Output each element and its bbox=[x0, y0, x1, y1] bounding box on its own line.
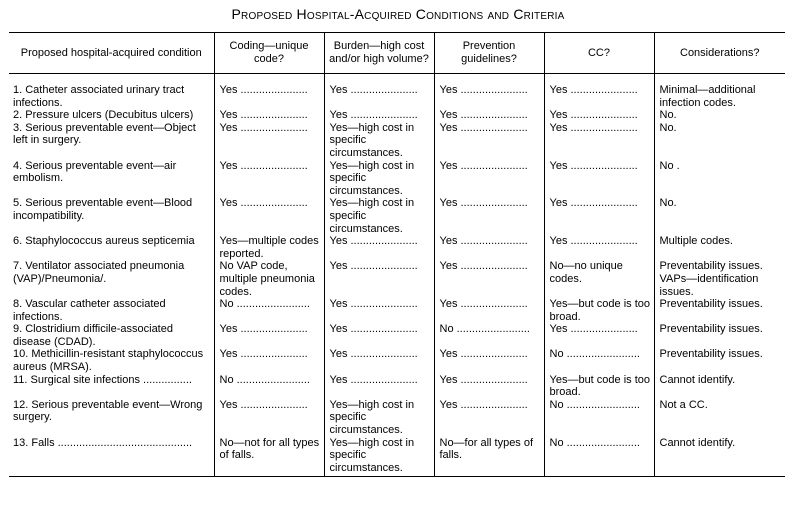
condition-cell: 9. Clostridium difficile-associated disease (CDAD). bbox=[13, 323, 173, 348]
burden-cell: Yes ...................... bbox=[324, 323, 434, 348]
column-header-burden: Burden—high cost and/or high volume? bbox=[324, 33, 434, 74]
prevention-cell: Yes ...................... bbox=[434, 197, 544, 235]
coding-cell: Yes ...................... bbox=[214, 399, 324, 437]
prevention-cell: Yes ...................... bbox=[434, 348, 544, 373]
cc-cell: Yes ...................... bbox=[544, 122, 654, 160]
condition-cell: 2. Pressure ulcers (Decubitus ulcers) bbox=[13, 109, 194, 122]
prevention-cell: Yes ...................... bbox=[434, 298, 544, 323]
condition-cell: 12. Serious preventable event—Wrong surgery. bbox=[13, 398, 203, 424]
table-row bbox=[9, 197, 785, 235]
cc-cell: Yes ...................... bbox=[544, 323, 654, 348]
coding-cell: No ........................ bbox=[214, 374, 324, 399]
burden-cell: Yes—high cost in specific circumstances. bbox=[324, 399, 434, 437]
prevention-cell: Yes ...................... bbox=[434, 374, 544, 399]
coding-cell: Yes ...................... bbox=[214, 160, 324, 198]
prevention-cell: Yes ...................... bbox=[434, 109, 544, 122]
condition-cell: 8. Vascular catheter associated infections. bbox=[13, 298, 166, 323]
table-row bbox=[9, 374, 785, 399]
column-header-cc: CC? bbox=[544, 33, 654, 74]
coding-cell: No VAP code, multiple pneumonia codes. bbox=[214, 260, 324, 298]
condition-cell: 11. Surgical site infections ................ bbox=[13, 373, 192, 386]
condition-cell: 10. Methicillin-resistant staphylococcus aureus (MRSA). bbox=[13, 348, 204, 374]
prevention-cell: No—for all types of falls. bbox=[434, 437, 544, 477]
burden-cell: Yes ...................... bbox=[324, 74, 434, 110]
prevention-cell: No ........................ bbox=[434, 323, 544, 348]
table-row bbox=[9, 348, 785, 373]
prevention-cell: Yes ...................... bbox=[434, 399, 544, 437]
considerations-cell: No. bbox=[654, 197, 785, 235]
table-row bbox=[9, 298, 785, 323]
considerations-cell: Preventability issues. VAPs—identification issues. bbox=[654, 260, 785, 298]
coding-cell: Yes ...................... bbox=[214, 74, 324, 110]
burden-cell: Yes ...................... bbox=[324, 260, 434, 298]
prevention-cell: Yes ...................... bbox=[434, 122, 544, 160]
header-row bbox=[9, 33, 785, 74]
cc-cell: Yes ...................... bbox=[544, 160, 654, 198]
table-row bbox=[9, 160, 785, 198]
table-body bbox=[9, 74, 785, 477]
considerations-cell: Multiple codes. bbox=[654, 235, 785, 260]
considerations-cell: Preventability issues. bbox=[654, 298, 785, 323]
burden-cell: Yes—high cost in specific circumstances. bbox=[324, 122, 434, 160]
column-header-prevention: Prevention guidelines? bbox=[434, 33, 544, 74]
considerations-cell: Cannot identify. bbox=[654, 437, 785, 477]
considerations-cell: No. bbox=[654, 122, 785, 160]
burden-cell: Yes ...................... bbox=[324, 109, 434, 122]
considerations-cell: Cannot identify. bbox=[654, 374, 785, 399]
burden-cell: Yes ...................... bbox=[324, 374, 434, 399]
burden-cell: Yes—high cost in specific circumstances. bbox=[324, 437, 434, 477]
table-row bbox=[9, 260, 785, 298]
condition-cell: 7. Ventilator associated pneumonia (VAP)/Pneumonia/. bbox=[13, 260, 185, 285]
considerations-cell: Minimal—additional infection codes. bbox=[654, 74, 785, 110]
coding-cell: Yes ...................... bbox=[214, 197, 324, 235]
criteria-table bbox=[9, 32, 785, 477]
considerations-cell: Preventability issues. bbox=[654, 348, 785, 373]
condition-cell: 13. Falls ............................................ bbox=[9, 437, 214, 477]
column-header-condition: Proposed hospital-acquired condition bbox=[9, 33, 214, 74]
burden-cell: Yes—high cost in specific circumstances. bbox=[324, 160, 434, 198]
cc-cell: Yes ...................... bbox=[544, 74, 654, 110]
column-header-considerations: Considerations? bbox=[654, 33, 785, 74]
burden-cell: Yes ...................... bbox=[324, 298, 434, 323]
condition-cell: 5. Serious preventable event—Blood incompatibility. bbox=[13, 197, 193, 222]
prevention-cell: Yes ...................... bbox=[434, 160, 544, 198]
cc-cell: Yes ...................... bbox=[544, 197, 654, 235]
column-header-coding: Coding—unique code? bbox=[214, 33, 324, 74]
condition-cell: 6. Staphylococcus aureus septicemia bbox=[13, 235, 195, 248]
considerations-cell: Preventability issues. bbox=[654, 323, 785, 348]
table-row bbox=[9, 74, 785, 110]
coding-cell: Yes ...................... bbox=[214, 122, 324, 160]
table-header bbox=[9, 33, 785, 74]
document-title-text: Proposed Hospital-Acquired Conditions and Criteria bbox=[231, 6, 565, 22]
table-row bbox=[9, 109, 785, 122]
condition-cell: 1. Catheter associated urinary tract infections. bbox=[13, 84, 185, 109]
cc-cell: No—no unique codes. bbox=[544, 260, 654, 298]
coding-cell: Yes—multiple codes reported. bbox=[214, 235, 324, 260]
cc-cell: Yes—but code is too broad. bbox=[544, 374, 654, 399]
considerations-cell: Not a CC. bbox=[654, 399, 785, 437]
burden-cell: Yes ...................... bbox=[324, 348, 434, 373]
coding-cell: Yes ...................... bbox=[214, 348, 324, 373]
cc-cell: Yes ...................... bbox=[544, 109, 654, 122]
coding-cell: Yes ...................... bbox=[214, 323, 324, 348]
condition-cell: 4. Serious preventable event—air embolism. bbox=[13, 159, 177, 185]
coding-cell: No ........................ bbox=[214, 298, 324, 323]
burden-cell: Yes ...................... bbox=[324, 235, 434, 260]
considerations-cell: No. bbox=[654, 109, 785, 122]
prevention-cell: Yes ...................... bbox=[434, 235, 544, 260]
table-row bbox=[9, 437, 785, 477]
coding-cell: No—not for all types of falls. bbox=[214, 437, 324, 477]
cc-cell: Yes—but code is too broad. bbox=[544, 298, 654, 323]
cc-cell: No ........................ bbox=[544, 399, 654, 437]
cc-cell: Yes ...................... bbox=[544, 235, 654, 260]
table-row bbox=[9, 235, 785, 260]
table-row bbox=[9, 122, 785, 160]
cc-cell: No ........................ bbox=[544, 437, 654, 477]
table-row bbox=[9, 323, 785, 348]
cc-cell: No ........................ bbox=[544, 348, 654, 373]
considerations-cell: No . bbox=[654, 160, 785, 198]
table-row bbox=[9, 399, 785, 437]
coding-cell: Yes ...................... bbox=[214, 109, 324, 122]
burden-cell: Yes—high cost in specific circumstances. bbox=[324, 197, 434, 235]
prevention-cell: Yes ...................... bbox=[434, 74, 544, 110]
prevention-cell: Yes ...................... bbox=[434, 260, 544, 298]
document-title bbox=[0, 6, 796, 22]
condition-cell: 3. Serious preventable event—Object left in surgery. bbox=[13, 121, 196, 147]
